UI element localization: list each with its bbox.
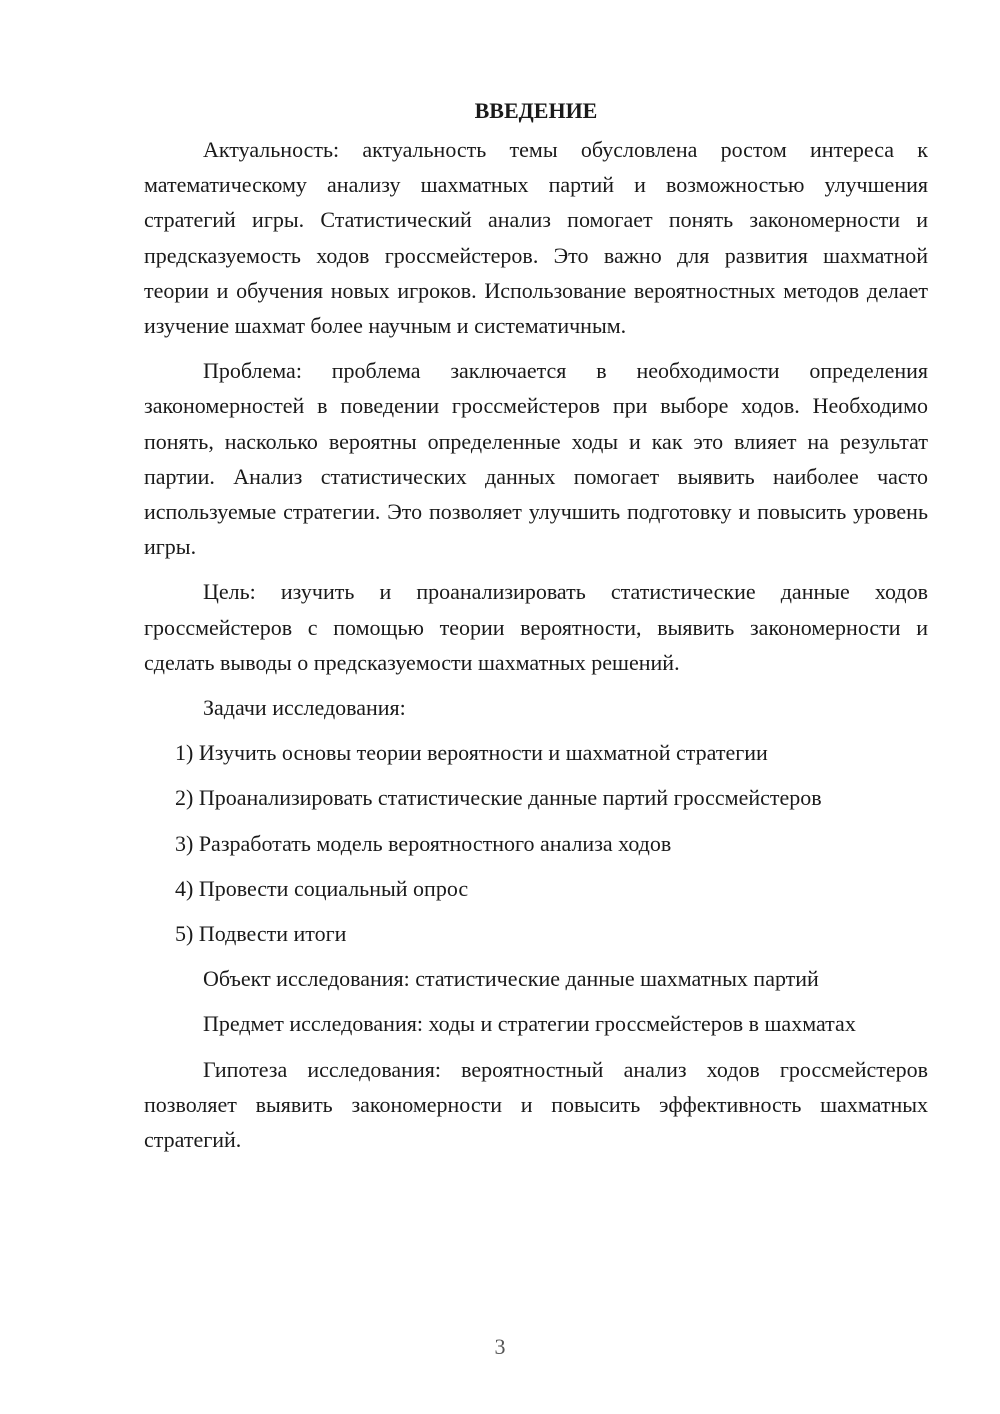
task-item-4: 4) Провести социальный опрос bbox=[175, 875, 469, 901]
task-item-1: 1) Изучить основы теории вероятности и шахматной стратегии bbox=[175, 740, 768, 766]
task-list bbox=[144, 735, 928, 951]
page-number: 3 bbox=[494, 1334, 506, 1359]
goal-paragraph: Цель: изучить и проанализировать статистические данные ходов гроссмейстеров с помощью теории вероятности, выявить закономерности и сделать выводы о предсказуемости шахматных решений. bbox=[144, 579, 928, 675]
task-item-5: 5) Подвести итоги bbox=[175, 921, 347, 947]
subject-paragraph: Предмет исследования: ходы и стратегии гроссмейстеров в шахматах bbox=[203, 1011, 856, 1037]
section-heading: ВВЕДЕНИЕ bbox=[474, 98, 598, 123]
hypothesis-paragraph: Гипотеза исследования: вероятностный анализ ходов гроссмейстеров позволяет выявить закономерности и повысить эффективность шахматных стратегий. bbox=[144, 1056, 928, 1153]
document-page bbox=[144, 96, 928, 1167]
task-item-3: 3) Разработать модель вероятностного анализа ходов bbox=[175, 830, 672, 856]
problem-paragraph: Проблема: проблема заключается в необходимости определения закономерностей в поведении гроссмейстеров при выборе ходов. Необходимо понять, насколько вероятны определенные ходы и как это влияет на результат партии. Анализ статистических данных помогает выявить наиболее часто используемые стратегии. Это позволяет улучшить подготовку и повысить уровень игры. bbox=[144, 358, 928, 560]
object-paragraph: Объект исследования: статистические данные шахматных партий bbox=[203, 966, 819, 992]
relevance-paragraph: Актуальность: актуальность темы обусловлена ростом интереса к математическому анализу шахматных партий и возможностью улучшения стратегий игры. Статистический анализ помогает понять закономерности и предсказуемость ходов гроссмейстеров. Это важно для развития шахматной теории и обучения новых игроков. Использование вероятностных методов делает изучение шахмат более научным и систематичным. bbox=[144, 137, 928, 339]
tasks-heading: Задачи исследования: bbox=[203, 695, 406, 721]
task-item-2: 2) Проанализировать статистические данные партий гроссмейстеров bbox=[175, 785, 822, 811]
